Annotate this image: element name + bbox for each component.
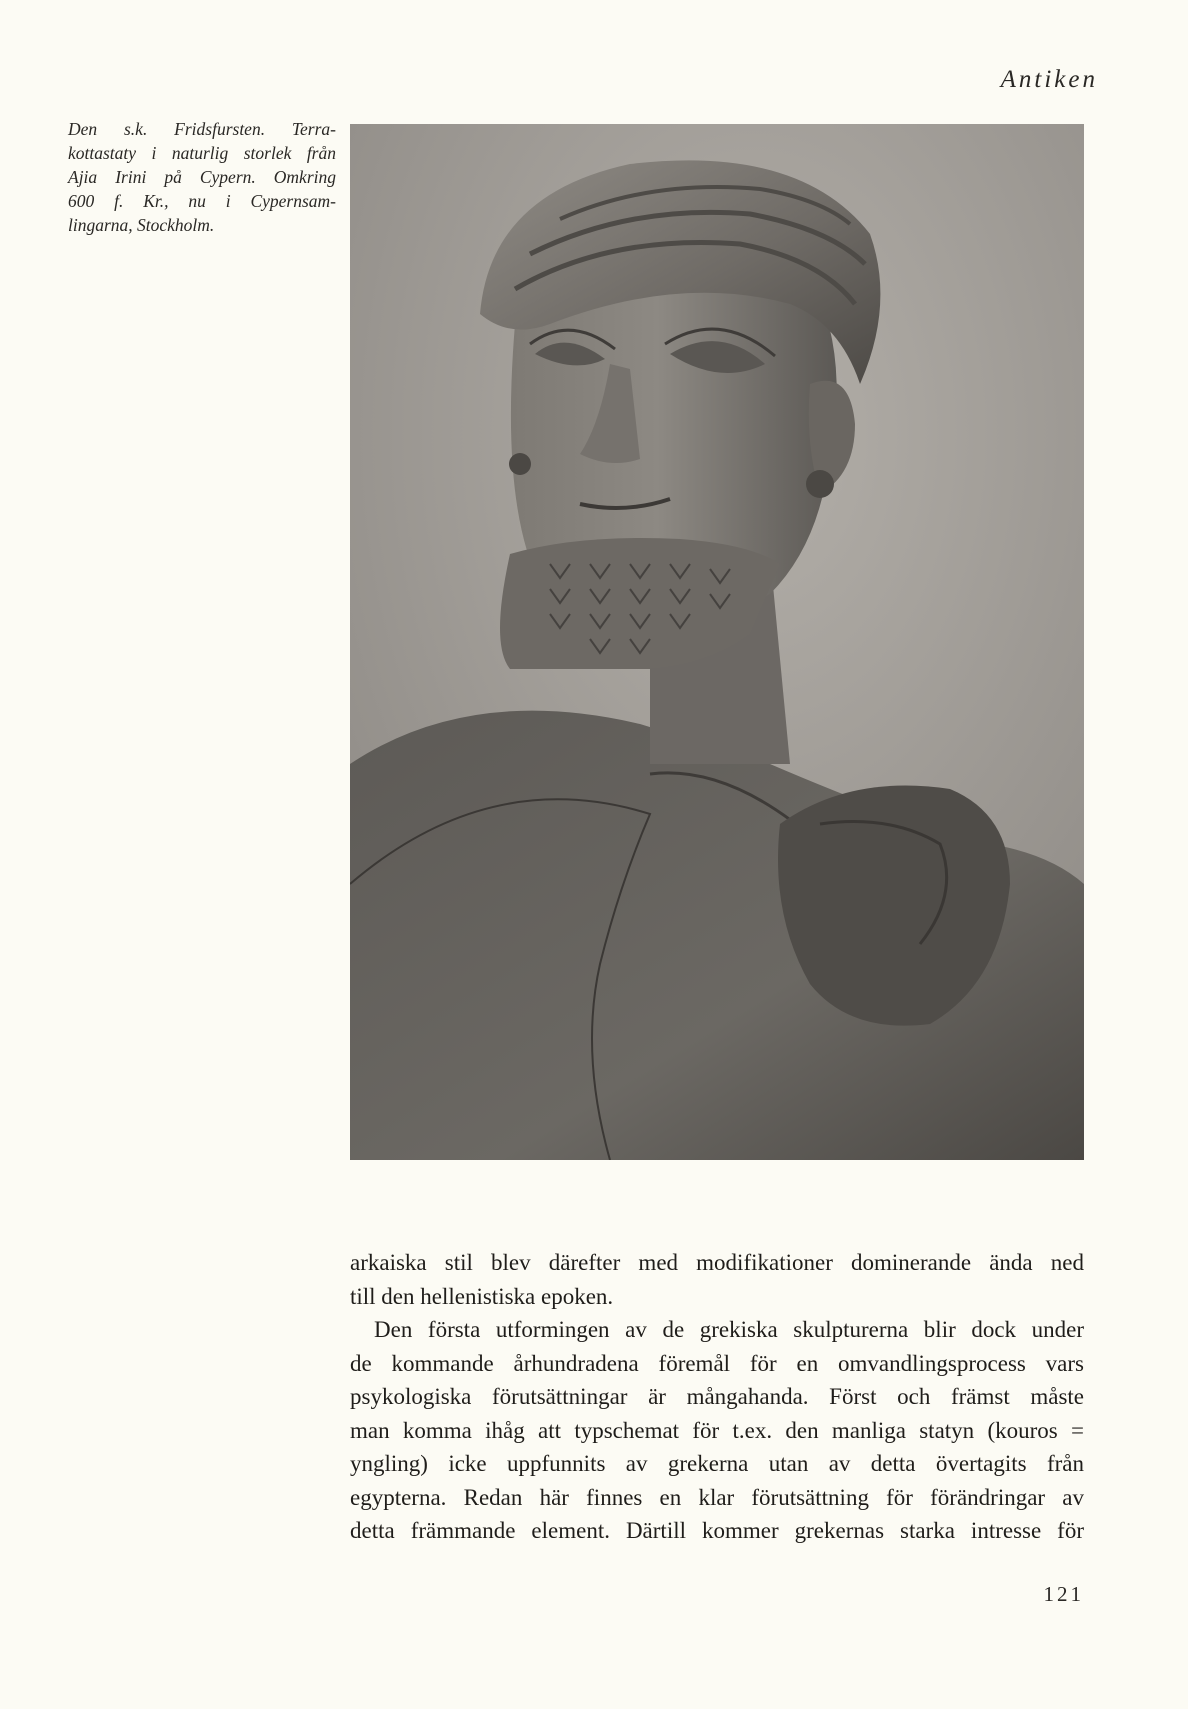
paragraph [350,1246,1084,1313]
body-text [350,1246,1084,1548]
caption-line: kottastaty i naturlig storlek från [68,143,336,163]
caption-line: 600 f. Kr., nu i Cypernsam- [68,191,336,211]
caption-line: Ajia Irini på Cypern. Omkring [68,167,336,187]
caption-line: Den s.k. Fridsfursten. Terra- [68,119,336,139]
text-line: de kommande århundradena föremål för en omvandlingsprocess vars [350,1350,1084,1376]
page-number: 121 [1043,1582,1084,1606]
caption-line: lingarna, Stockholm. [68,215,215,235]
paragraph [350,1313,1084,1548]
text-line: psykologiska förutsättningar är mångahanda. Först och främst måste [350,1384,1084,1409]
text-line: Den första utformingen av de grekiska skulpturerna blir dock under [374,1317,1084,1342]
text-line: arkaiska stil blev därefter med modifikationer dominerande ända ned [350,1250,1084,1275]
text-line: till den hellenistiska epoken. [350,1283,614,1309]
statue-photograph [350,124,1084,1160]
figure-caption [68,117,336,237]
running-head: Antiken [1000,66,1098,93]
statue-illustration [350,124,1084,1160]
text-line: detta främmande element. Därtill kommer grekernas starka intresse för [350,1518,1084,1543]
text-line: egypterna. Redan här finnes en klar förutsättning för förändringar av [350,1484,1084,1510]
text-line: man komma ihåg att typschemat för t.ex. den manliga statyn (kouros = [350,1417,1084,1443]
text-line: yngling) icke uppfunnits av grekerna utan av detta övertagits från [350,1451,1084,1476]
